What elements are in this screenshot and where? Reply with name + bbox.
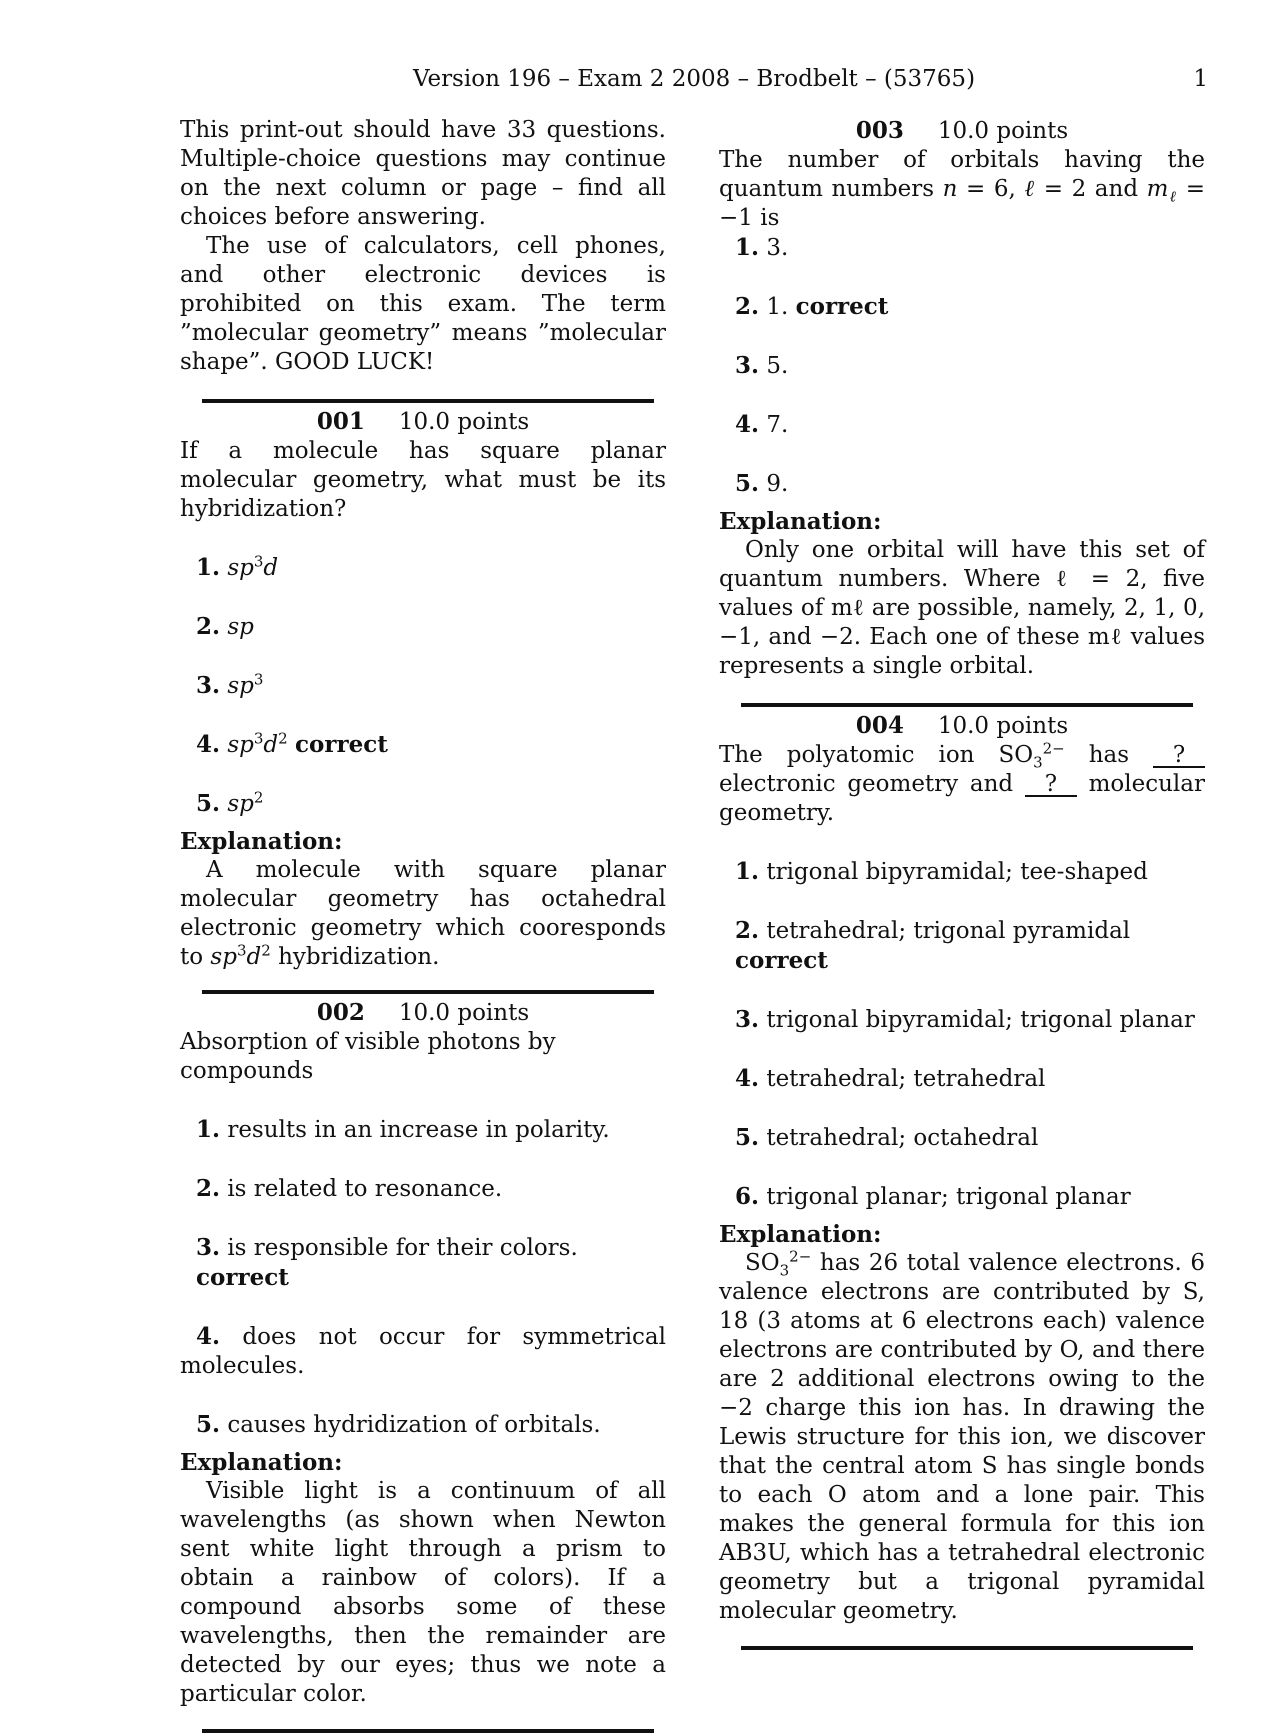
choice-text: tetrahedral; trigonal pyramidal	[766, 918, 1131, 944]
choice-sup: 3	[253, 670, 264, 689]
choice-number: 1.	[735, 858, 760, 885]
question-points: 10.0 points	[937, 713, 1069, 739]
question-004	[719, 711, 1205, 1626]
choice-text: is responsible for their colors.	[227, 1235, 578, 1261]
choice-number: 2.	[735, 293, 760, 320]
choice-1[interactable]	[196, 1115, 666, 1145]
explanation-part: hybridization.	[270, 944, 440, 970]
choice-4[interactable]	[735, 410, 1205, 440]
divider-rule	[741, 1646, 1193, 1650]
ion-subscript: 3	[1033, 753, 1043, 772]
choice-number: 2.	[735, 917, 760, 944]
question-math: ℓ	[1024, 176, 1036, 202]
question-002	[180, 998, 666, 1709]
choice-number: 4.	[735, 411, 760, 438]
choice-text: 7.	[766, 412, 789, 438]
choice-math: d	[263, 555, 279, 581]
question-number: 004	[855, 712, 904, 739]
choice-2[interactable]	[735, 292, 1205, 322]
choice-number: 4.	[735, 1065, 760, 1092]
choice-sup: 3	[253, 552, 264, 571]
choice-number: 4.	[196, 1323, 221, 1350]
choice-text: tetrahedral; tetrahedral	[766, 1066, 1046, 1092]
choice-text: 5.	[766, 353, 789, 379]
divider-rule	[202, 1729, 654, 1733]
choice-4[interactable]	[180, 1322, 666, 1381]
choice-text: 3.	[766, 235, 789, 261]
choice-math: sp	[227, 614, 254, 640]
explanation-title: Explanation:	[180, 828, 343, 855]
choice-math: sp	[227, 673, 254, 699]
explanation-math: d	[246, 944, 262, 970]
answer-blank: ?	[1025, 773, 1077, 797]
choice-number: 4.	[196, 731, 221, 758]
choice-number: 1.	[196, 1116, 221, 1143]
left-column	[180, 116, 666, 1733]
choice-text: does not occur for symmetrical molecules.	[180, 1324, 666, 1379]
correct-marker: correct	[295, 731, 388, 758]
question-sub: ℓ	[1168, 187, 1178, 206]
choice-math: sp	[227, 555, 254, 581]
question-points: 10.0 points	[398, 1000, 530, 1026]
choice-5[interactable]	[196, 1410, 666, 1440]
choice-math: sp	[227, 732, 254, 758]
question-text	[719, 146, 1205, 233]
choice-math: d	[263, 732, 279, 758]
question-text-part: = 2 and	[1035, 176, 1147, 202]
choice-text: 9.	[766, 471, 789, 497]
choice-sup: 2	[253, 788, 264, 807]
choice-number: 5.	[735, 470, 760, 497]
choice-3[interactable]	[196, 671, 666, 701]
intro-paragraph-2: The use of calculators, cell phones, and other electronic devices is prohibited on this exam. The term ”molecular geometry” means ”molecular shape”. GOOD LUCK!	[180, 233, 666, 375]
choice-math: sp	[227, 791, 254, 817]
choice-number: 5.	[196, 1411, 221, 1438]
explanation-title: Explanation:	[180, 1449, 343, 1476]
correct-marker: correct	[735, 947, 828, 974]
choice-text: 1.	[766, 294, 789, 320]
intro-paragraph-1: This print-out should have 33 questions. Multiple-choice questions may continue on the next column or page – find all choices before answering.	[180, 117, 666, 230]
right-column	[719, 116, 1205, 1650]
explanation-part: has 26 total valence electrons. 6 valence electrons are contributed by S, 18 (3 atoms at 6 electrons each) valence electrons are contributed by O, and there are 2 additional electrons owing to the −2 charge this ion has. In drawing the Lewis structure for this ion, we discover that the central atom S has single bonds to each O atom and a lone pair. This makes the general formula for this ion AB3U, which has a tetrahedral electronic geometry but a trigonal pyramidal molecular geometry.	[719, 1250, 1205, 1624]
question-math: n	[942, 176, 958, 202]
correct-marker: correct	[196, 1264, 289, 1291]
question-001	[180, 407, 666, 972]
question-number: 002	[316, 999, 365, 1026]
choice-number: 5.	[196, 790, 221, 817]
choice-number: 3.	[196, 672, 221, 699]
question-text-part: = −1 is	[719, 176, 1206, 231]
choice-2[interactable]	[196, 1174, 666, 1204]
choice-number: 3.	[735, 352, 760, 379]
choice-5[interactable]	[735, 469, 1205, 499]
choice-1[interactable]	[735, 857, 1205, 887]
question-number: 001	[316, 408, 365, 435]
choice-6[interactable]	[735, 1182, 1205, 1212]
page-header	[180, 66, 1208, 98]
choice-2[interactable]	[735, 916, 1205, 976]
question-math: m	[1146, 176, 1169, 202]
question-text: If a molecule has square planar molecular geometry, what must be its hybridization?	[180, 438, 666, 522]
choice-text: trigonal bipyramidal; trigonal planar	[766, 1007, 1195, 1033]
explanation-sup: 3	[236, 941, 247, 960]
choice-3[interactable]	[196, 1233, 666, 1293]
explanation-part: A molecule with square planar molecular geometry has octahedral electronic geometry which cooresponds to	[180, 857, 666, 970]
question-number: 003	[855, 117, 904, 144]
question-text-part: electronic geometry and	[719, 771, 1025, 797]
choice-number: 1.	[196, 554, 221, 581]
choice-text: results in an increase in polarity.	[227, 1117, 610, 1143]
choice-number: 1.	[735, 234, 760, 261]
explanation-text: Only one orbital will have this set of quantum numbers. Where ℓ = 2, five values of mℓ are possible, namely, 2, 1, 0, −1, and −2. Each one of these mℓ values represents a single orbital.	[719, 537, 1205, 679]
explanation-text: Visible light is a continuum of all wavelengths (as shown when Newton sent white light through a prism to obtain a rainbow of colors). If a compound absorbs some of these wavelengths, then the remainder are detected by our eyes; thus we note a particular color.	[180, 1478, 666, 1707]
choice-sup: 3	[253, 729, 264, 748]
correct-marker: correct	[795, 293, 889, 320]
choice-5[interactable]	[196, 789, 666, 819]
question-text	[719, 741, 1205, 828]
question-points: 10.0 points	[937, 118, 1069, 144]
question-text-part: = 6,	[957, 176, 1025, 202]
question-points: 10.0 points	[398, 409, 530, 435]
explanation-text	[719, 1249, 1205, 1626]
choice-1[interactable]	[196, 553, 666, 583]
choice-sup: 2	[278, 729, 288, 748]
choice-number: 5.	[735, 1124, 760, 1151]
question-text-part: molecular geometry.	[719, 771, 1205, 826]
choice-5[interactable]	[735, 1123, 1205, 1153]
question-header	[719, 711, 1205, 741]
choice-3[interactable]	[735, 1005, 1205, 1035]
question-text-part: The polyatomic ion SO	[719, 742, 1034, 768]
choice-text: tetrahedral; octahedral	[766, 1125, 1039, 1151]
ion-charge: 2−	[1042, 739, 1065, 758]
choice-number: 2.	[196, 613, 221, 640]
question-text: Absorption of visible photons by compounds	[180, 1029, 556, 1084]
answer-blank: ?	[1153, 744, 1205, 768]
choice-4[interactable]	[196, 730, 666, 760]
choice-text: trigonal planar; trigonal planar	[766, 1184, 1131, 1210]
choice-2[interactable]	[196, 612, 666, 642]
choice-number: 6.	[735, 1183, 760, 1210]
explanation-part: SO	[745, 1250, 780, 1276]
question-text-part: The number of orbitals having the quantum numbers	[719, 147, 1205, 202]
choice-number: 2.	[196, 1175, 221, 1202]
choice-4[interactable]	[735, 1064, 1205, 1094]
question-003	[719, 116, 1205, 681]
question-text-part: has	[1064, 742, 1153, 768]
choice-3[interactable]	[735, 351, 1205, 381]
ion-charge: 2−	[789, 1247, 812, 1266]
choice-number: 3.	[735, 1006, 760, 1033]
explanation-sup: 2	[261, 941, 271, 960]
explanation-title: Explanation:	[719, 508, 882, 535]
question-header	[180, 407, 666, 437]
choice-number: 3.	[196, 1234, 221, 1261]
choice-1[interactable]	[735, 233, 1205, 263]
page-number: 1	[1193, 66, 1208, 92]
choice-text: trigonal bipyramidal; tee-shaped	[766, 859, 1148, 885]
exam-title: Version 196 – Exam 2 2008 – Brodbelt – (53765)	[412, 66, 976, 92]
choice-text: causes hydridization of orbitals.	[227, 1412, 601, 1438]
question-header	[719, 116, 1205, 146]
choice-text: is related to resonance.	[227, 1176, 503, 1202]
ion-subscript: 3	[779, 1261, 790, 1280]
explanation-text	[180, 856, 666, 972]
explanation-math: sp	[210, 944, 237, 970]
explanation-title: Explanation:	[719, 1221, 882, 1248]
question-header	[180, 998, 666, 1028]
